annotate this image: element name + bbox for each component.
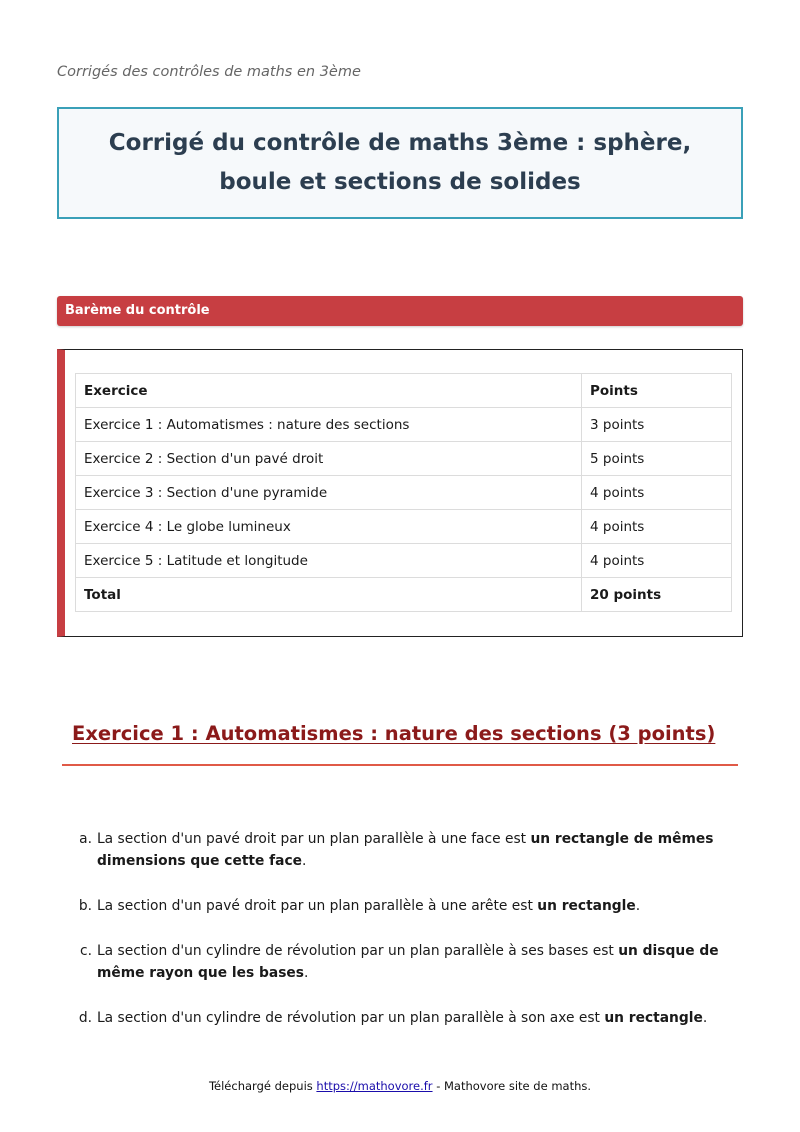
total-points: 20 points bbox=[582, 578, 732, 612]
exercise-cell: Exercice 4 : Le globe lumineux bbox=[76, 510, 582, 544]
points-cell: 4 points bbox=[582, 476, 732, 510]
list-item bbox=[72, 895, 732, 917]
list-item bbox=[72, 828, 732, 872]
table-row bbox=[76, 408, 732, 442]
table-row bbox=[76, 476, 732, 510]
bareme-heading: Barème du contrôle bbox=[57, 296, 743, 326]
table-row bbox=[76, 544, 732, 578]
exercise-cell: Exercice 1 : Automatismes : nature des sections bbox=[76, 408, 582, 442]
table-header-row bbox=[76, 374, 732, 408]
points-cell: 4 points bbox=[582, 544, 732, 578]
answer-text: La section d'un pavé droit par un plan parallèle à une arête est bbox=[97, 898, 538, 914]
exercise-cell: Exercice 2 : Section d'un pavé droit bbox=[76, 442, 582, 476]
total-label: Total bbox=[76, 578, 582, 612]
list-item bbox=[72, 940, 732, 984]
bareme-box bbox=[57, 349, 743, 637]
list-marker: c. bbox=[80, 943, 92, 959]
breadcrumb: Corrigés des contrôles de maths en 3ème bbox=[57, 64, 361, 80]
answer-bold: un rectangle bbox=[537, 898, 636, 914]
list-marker: a. bbox=[79, 831, 92, 847]
list-item bbox=[72, 1007, 732, 1029]
list-marker: b. bbox=[78, 898, 92, 914]
exercise-1-answers bbox=[72, 828, 732, 1052]
exercise-cell: Exercice 5 : Latitude et longitude bbox=[76, 544, 582, 578]
answer-end: . bbox=[302, 853, 307, 869]
points-cell: 4 points bbox=[582, 510, 732, 544]
answer-end: . bbox=[304, 965, 309, 981]
table-row bbox=[76, 510, 732, 544]
answer-text: La section d'un cylindre de révolution par un plan parallèle à ses bases est bbox=[97, 943, 619, 959]
exercise-title-divider bbox=[62, 764, 738, 766]
answer-text: La section d'un cylindre de révolution par un plan parallèle à son axe est bbox=[97, 1010, 605, 1026]
answer-bold: un rectangle de mêmes dimensions que cette face bbox=[97, 831, 714, 869]
points-cell: 5 points bbox=[582, 442, 732, 476]
column-header-points: Points bbox=[582, 374, 732, 408]
list-marker: d. bbox=[78, 1010, 92, 1026]
footer-link[interactable]: https://mathovore.fr bbox=[316, 1079, 433, 1093]
answer-text: La section d'un pavé droit par un plan parallèle à une face est bbox=[97, 831, 531, 847]
footer-prefix: Téléchargé depuis bbox=[208, 1079, 317, 1093]
page-title-box bbox=[57, 107, 743, 219]
footer-suffix: - Mathovore site de maths. bbox=[432, 1079, 592, 1093]
exercise-cell: Exercice 3 : Section d'une pyramide bbox=[76, 476, 582, 510]
page-title: Corrigé du contrôle de maths 3ème : sphère, boule et sections de solides bbox=[108, 130, 692, 195]
total-row bbox=[76, 578, 732, 612]
answer-bold: un rectangle bbox=[604, 1010, 703, 1026]
answer-end: . bbox=[635, 898, 641, 914]
points-cell: 3 points bbox=[582, 408, 732, 442]
exercise-1-title: Exercice 1 : Automatismes : nature des sections (3 points) bbox=[72, 722, 716, 745]
answer-end: . bbox=[702, 1010, 708, 1026]
column-header-exercice: Exercice bbox=[76, 374, 582, 408]
answer-bold: un disque de même rayon que les bases bbox=[97, 943, 719, 981]
bareme-table bbox=[75, 373, 732, 612]
table-row bbox=[76, 442, 732, 476]
footer bbox=[0, 1079, 800, 1093]
